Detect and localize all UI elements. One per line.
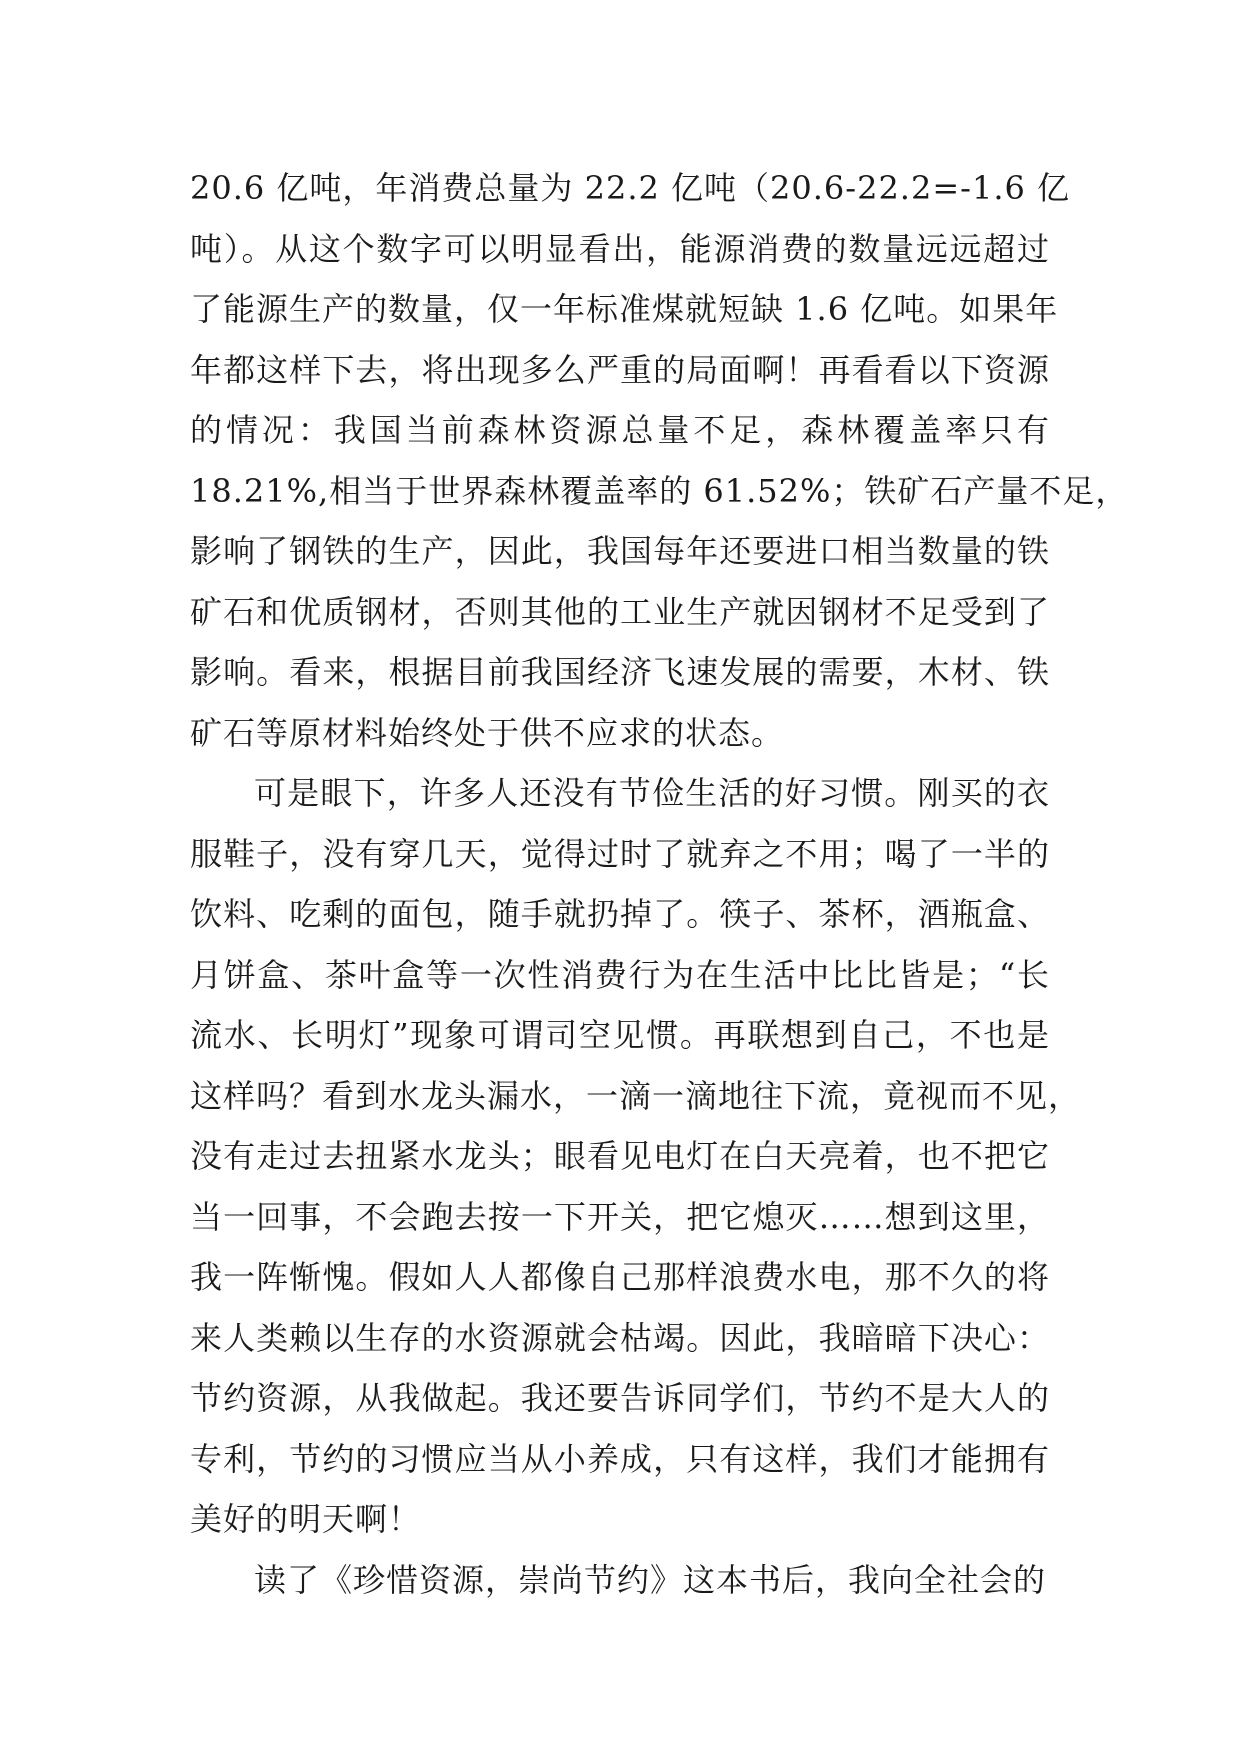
paragraph-1-line-4: 年都这样下去，将出现多么严重的局面啊！再看看以下资源 [190, 350, 1050, 389]
paragraph-2-line-8: 当一回事，不会跑去按一下开关，把它熄灭……想到这里， [190, 1197, 1050, 1236]
paragraph-1-line-3: 了能源生产的数量，仅一年标准煤就短缺 1.6 亿吨。如果年 [190, 290, 1059, 328]
paragraph-2-line-7: 没有走过去扭紧水龙头；眼看见电灯在白天亮着，也不把它 [190, 1137, 1050, 1175]
paragraph-2-line-11: 节约资源，从我做起。我还要告诉同学们，节约不是大人的 [190, 1379, 1050, 1417]
paragraph-1-line-2: 吨）。从这个数字可以明显看出，能源消费的数量远远超过 [190, 229, 1050, 268]
paragraph-2-line-3: 饮料、吃剩的面包，随手就扔掉了。筷子、茶杯，酒瓶盒、 [190, 895, 1050, 933]
paragraph-2-line-4: 月饼盒、茶叶盒等一次性消费行为在生活中比比皆是；“长 [190, 955, 1050, 994]
paragraph-3-line-1: 读了《珍惜资源，崇尚节约》这本书后，我向全社会的 [254, 1560, 1047, 1599]
paragraph-1-line-5: 的情况：我国当前森林资源总量不足，森林覆盖率只有 [190, 411, 1050, 449]
paragraph-2-line-9: 我一阵惭愧。假如人人都像自己那样浪费水电，那不久的将 [190, 1258, 1050, 1296]
document-body [190, 158, 1129, 1610]
paragraph-1-line-9: 影响。看来，根据目前我国经济飞速发展的需要，木材、铁 [190, 653, 1050, 691]
paragraph-1-line-7: 影响了钢铁的生产，因此，我国每年还要进口相当数量的铁 [190, 532, 1050, 570]
paragraph-2-line-13: 美好的明天啊！ [190, 1500, 422, 1538]
paragraph-2-line-5: 流水、长明灯”现象可谓司空见惯。再联想到自己，不也是 [190, 1016, 1050, 1054]
paragraph-2-line-12: 专利，节约的习惯应当从小养成，只有这样，我们才能拥有 [190, 1439, 1050, 1478]
paragraph-2-line-6: 这样吗？看到水龙头漏水，一滴一滴地往下流，竟视而不见， [190, 1076, 1082, 1115]
paragraph-1-line-1: 20.6 亿吨，年消费总量为 22.2 亿吨（20.6-22.2=-1.6 亿 [190, 169, 1071, 207]
paragraph-2-line-2: 服鞋子，没有穿几天，觉得过时了就弃之不用；喝了一半的 [190, 834, 1050, 873]
paragraph-2-line-10: 来人类赖以生存的水资源就会枯竭。因此，我暗暗下决心： [190, 1318, 1050, 1357]
paragraph-1-line-10: 矿石等原材料始终处于供不应求的状态。 [190, 713, 785, 752]
paragraph-2-line-1: 可是眼下，许多人还没有节俭生活的好习惯。刚买的衣 [254, 774, 1050, 812]
paragraph-1-line-6: 18.21%,相当于世界森林覆盖率的 61.52%；铁矿石产量不足， [190, 471, 1129, 510]
paragraph-1-line-8: 矿石和优质钢材，否则其他的工业生产就因钢材不足受到了 [190, 592, 1050, 631]
